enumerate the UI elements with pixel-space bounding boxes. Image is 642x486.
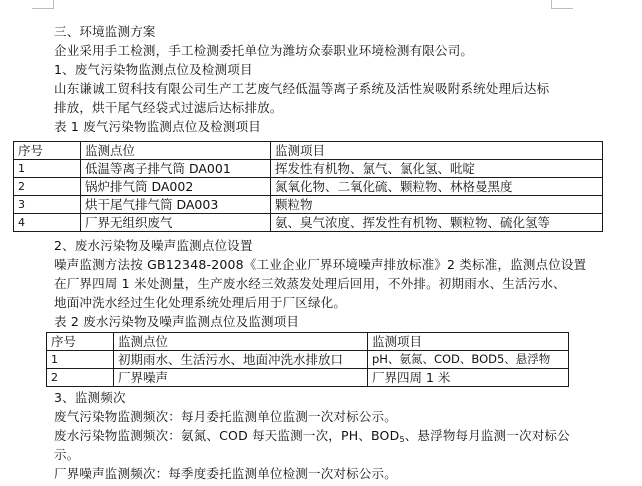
table-row [14,214,603,232]
subsection-2-paragraph-line2: 在厂界四周 1 米处测量，生产废水经三效蒸发处理后回用，不外排。初期雨水、生活污水、 [54,276,566,291]
bod-subscript: 5 [399,435,405,444]
cell-index: 2 [14,178,81,196]
cell-items: 氮氧化物、二氧化硫、颗粒物、林格曼黑度 [271,178,603,196]
cell-items: 氨、臭气浓度、挥发性有机物、颗粒物、硫化氢等 [271,214,603,232]
water-frequency-text-line2: 示。 [54,447,80,462]
gas-frequency-text: 废气污染物监测频次：每月委托监测单位监测一次对标公示。 [54,409,397,424]
cell-index: 4 [14,214,81,232]
intro-paragraph: 企业采用手工检测，手工检测委托单位为潍坊众泰职业环境检测有限公司。 [54,43,474,58]
header-cell: 序号 [47,333,114,351]
cell-items: 颗粒物 [271,196,603,214]
water-frequency-part-a: 废水污染物监测频次：氨氮、COD 每天监测一次，PH、BOD [54,428,400,443]
table-header-row [14,142,603,160]
page-corner-marker-right [551,0,573,9]
table-1-caption: 表 1 废气污染物监测点位及检测项目 [54,119,262,134]
table-row [14,196,603,214]
subsection-3-heading: 3、监测频次 [54,390,126,405]
table-row [47,369,569,387]
table-row [47,351,569,369]
header-cell: 序号 [14,142,81,160]
cell-items: pH、氨氮、COD、BOD5、悬浮物 [368,351,569,369]
table-2-caption: 表 2 废水污染物及噪声监测点位及监测项目 [54,314,300,329]
section-title: 三、环境监测方案 [54,24,156,39]
subsection-2-paragraph-line1: 噪声监测方法按 GB12348-2008《工业企业厂界环境噪声排放标准》2 类标准，监测点位设置 [54,257,587,272]
subsection-1-paragraph-line1: 山东谦诚工贸科技有限公司生产工艺废气经低温等离子系统及活性炭吸附系统处理后达标 [54,81,550,96]
subsection-2-heading: 2、废水污染物及噪声监测点位设置 [54,238,253,253]
page-corner-marker-left [32,0,54,9]
cell-location: 初期雨水、生活污水、地面冲洗水排放口 [114,351,368,369]
water-frequency-part-b: 、悬浮物每月监测一次对标公 [404,428,570,443]
table-row [14,178,603,196]
subsection-1-heading: 1、废气污染物监测点位及检测项目 [54,62,253,77]
cell-index: 1 [47,351,114,369]
header-cell: 监测项目 [368,333,569,351]
header-cell: 监测项目 [271,142,603,160]
cell-location: 低温等离子排气筒 DA001 [81,160,271,178]
header-cell: 监测点位 [114,333,368,351]
cell-location: 烘干尾气排气筒 DA003 [81,196,271,214]
table-2-wastewater-noise [46,332,569,387]
table-header-row [47,333,569,351]
subsection-1-paragraph-line2: 排放，烘干尾气经袋式过滤后达标排放。 [54,100,283,115]
noise-frequency-text: 厂界噪声监测频次：每季度委托监测单位检测一次对标公示。 [54,466,397,481]
cell-items: 挥发性有机物、氯气、氯化氢、吡啶 [271,160,603,178]
cell-index: 1 [14,160,81,178]
cell-items: 厂界四周 1 米 [368,369,569,387]
cell-index: 2 [47,369,114,387]
cell-location: 厂界无组织废气 [81,214,271,232]
table-row [14,160,603,178]
cell-location: 锅炉排气筒 DA002 [81,178,271,196]
cell-location: 厂界噪声 [114,369,368,387]
header-cell: 监测点位 [81,142,271,160]
water-frequency-text [54,426,570,449]
table-1-waste-gas [13,141,603,232]
subsection-2-paragraph-line3: 地面冲洗水经过生化处理系统处理后用于厂区绿化。 [54,295,347,310]
cell-index: 3 [14,196,81,214]
